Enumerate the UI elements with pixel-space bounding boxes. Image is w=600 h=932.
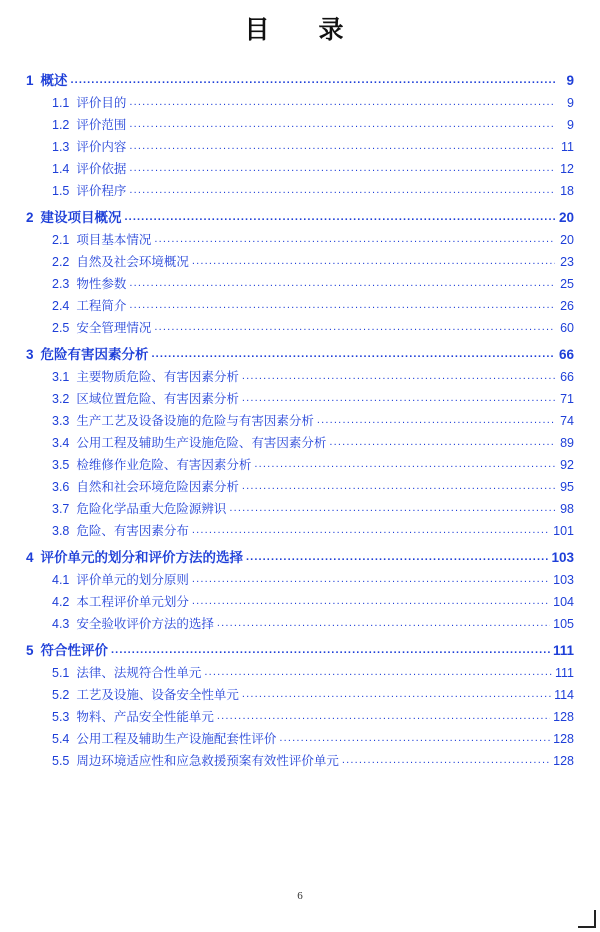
toc-entry-page: 128: [553, 732, 574, 746]
toc-entry-label: 评价单元的划分原则: [76, 573, 189, 587]
toc-leader-dots: [246, 552, 548, 563]
toc-entry-number: 1: [26, 73, 34, 88]
toc-entry[interactable]: [26, 300, 574, 313]
toc-leader-dots: [152, 349, 555, 360]
toc-entry-label: 工程简介: [76, 299, 127, 313]
toc-leader-dots: [217, 618, 550, 629]
toc-leader-dots: [242, 689, 551, 700]
toc-entry-label: 生产工艺及设备设施的危险与有害因素分析: [76, 414, 314, 428]
toc-leader-dots: [342, 755, 550, 766]
toc-entry-page: 74: [560, 414, 574, 428]
toc-leader-dots: [125, 212, 555, 223]
toc-entry-page: 9: [566, 73, 574, 88]
toc-entry-page: 25: [560, 277, 574, 291]
toc-entry-number: 3.1: [52, 370, 70, 384]
toc-leader-dots: [129, 300, 555, 311]
toc-entry-number: 4.1: [52, 573, 70, 587]
toc-entry-page: 103: [553, 573, 574, 587]
toc-entry-number: 4: [26, 550, 34, 565]
toc-entry[interactable]: [26, 348, 574, 362]
toc-entry-number: 2.1: [52, 233, 70, 247]
toc-entry[interactable]: [26, 256, 574, 269]
toc-entry-number: 2.3: [52, 277, 70, 291]
toc-entry-page: 128: [553, 754, 574, 768]
toc-entry[interactable]: [26, 437, 574, 450]
toc-entry-page: 26: [560, 299, 574, 313]
toc-entry[interactable]: [26, 322, 574, 335]
toc-entry-label: 公用工程及辅助生产设施配套性评价: [76, 732, 277, 746]
toc-entry-page: 105: [553, 617, 574, 631]
toc-leader-dots: [242, 393, 555, 404]
toc-entry[interactable]: [26, 141, 574, 154]
toc-leader-dots: [129, 97, 555, 108]
toc-entry-page: 18: [560, 184, 574, 198]
toc-entry-page: 60: [560, 321, 574, 335]
toc-leader-dots: [111, 645, 550, 656]
toc-entry-number: 4.2: [52, 595, 70, 609]
toc-entry-label: 评价单元的划分和评价方法的选择: [40, 550, 244, 565]
toc-entry-number: 3.5: [52, 458, 70, 472]
toc-entry-page: 92: [560, 458, 574, 472]
toc-entry-number: 3.2: [52, 392, 70, 406]
toc-entry[interactable]: [26, 733, 574, 746]
toc-entry[interactable]: [26, 234, 574, 247]
toc-entry[interactable]: [26, 415, 574, 428]
toc-entry-label: 物性参数: [76, 277, 127, 291]
toc-entry-number: 1.1: [52, 96, 70, 110]
toc-leader-dots: [71, 75, 555, 86]
toc-leader-dots: [317, 415, 555, 426]
toc-entry-label: 自然及社会环境概况: [76, 255, 189, 269]
toc-entry-label: 符合性评价: [40, 643, 109, 658]
toc-entry[interactable]: [26, 596, 574, 609]
toc-entry-number: 2.5: [52, 321, 70, 335]
toc-entry-page: 89: [560, 436, 574, 450]
toc-entry[interactable]: [26, 755, 574, 768]
toc-entry-number: 1.5: [52, 184, 70, 198]
toc-entry-page: 103: [551, 550, 574, 565]
toc-entry[interactable]: [26, 74, 574, 88]
toc-entry[interactable]: [26, 371, 574, 384]
page-corner-mark: [578, 910, 596, 928]
toc-entry-number: 3.8: [52, 524, 70, 538]
toc-entry-number: 5.1: [52, 666, 70, 680]
toc-entry-number: 2: [26, 210, 34, 225]
toc-entry[interactable]: [26, 711, 574, 724]
toc-entry-label: 安全管理情况: [76, 321, 152, 335]
toc-entry[interactable]: [26, 211, 574, 225]
toc-entry-label: 本工程评价单元划分: [76, 595, 189, 609]
toc-entry-label: 检维修作业危险、有害因素分析: [76, 458, 252, 472]
toc-entry-number: 3.3: [52, 414, 70, 428]
toc-entry-page: 98: [560, 502, 574, 516]
toc-entry-page: 111: [554, 666, 574, 680]
toc-entry-number: 5.5: [52, 754, 70, 768]
toc-entry-label: 危险、有害因素分布: [76, 524, 189, 538]
toc-entry-label: 安全验收评价方法的选择: [76, 617, 214, 631]
toc-entry[interactable]: [26, 667, 574, 680]
toc-entry-number: 2.4: [52, 299, 70, 313]
table-of-contents: [26, 74, 574, 768]
toc-entry-label: 自然和社会环境危险因素分析: [76, 480, 239, 494]
toc-entry-label: 评价内容: [76, 140, 127, 154]
toc-entry-number: 5.2: [52, 688, 70, 702]
toc-entry-label: 项目基本情况: [76, 233, 152, 247]
toc-entry[interactable]: [26, 119, 574, 132]
toc-leader-dots: [129, 278, 555, 289]
toc-leader-dots: [217, 711, 550, 722]
toc-entry-number: 3.6: [52, 480, 70, 494]
toc-entry[interactable]: [26, 574, 574, 587]
toc-entry[interactable]: [26, 393, 574, 406]
toc-entry[interactable]: [26, 689, 574, 702]
toc-leader-dots: [254, 459, 555, 470]
toc-entry-page: 23: [560, 255, 574, 269]
toc-entry-label: 危险化学品重大危险源辨识: [76, 502, 227, 516]
toc-entry-number: 3.4: [52, 436, 70, 450]
page-number: 6: [297, 890, 303, 902]
toc-leader-dots: [129, 185, 555, 196]
toc-entry-number: 3.7: [52, 502, 70, 516]
toc-entry-page: 95: [560, 480, 574, 494]
toc-entry[interactable]: [26, 163, 574, 176]
toc-leader-dots: [242, 371, 555, 382]
toc-entry-number: 5.4: [52, 732, 70, 746]
toc-entry-number: 5.3: [52, 710, 70, 724]
toc-entry-label: 公用工程及辅助生产设施危险、有害因素分析: [76, 436, 327, 450]
toc-entry[interactable]: [26, 503, 574, 516]
toc-entry-page: 66: [560, 370, 574, 384]
toc-entry-page: 111: [552, 643, 574, 658]
toc-entry[interactable]: [26, 97, 574, 110]
toc-entry-page: 9: [567, 118, 574, 132]
toc-leader-dots: [192, 574, 550, 585]
toc-entry-label: 评价目的: [76, 96, 127, 110]
toc-entry[interactable]: [26, 185, 574, 198]
toc-entry-label: 危险有害因素分析: [40, 347, 149, 362]
toc-entry-label: 建设项目概况: [40, 210, 122, 225]
toc-leader-dots: [192, 256, 555, 267]
toc-entry[interactable]: [26, 459, 574, 472]
toc-leader-dots: [154, 234, 555, 245]
toc-entry-number: 1.3: [52, 140, 70, 154]
toc-entry-label: 周边环境适应性和应急救援预案有效性评价单元: [76, 754, 339, 768]
toc-entry[interactable]: [26, 644, 574, 658]
toc-entry-page: 101: [553, 524, 574, 538]
toc-entry-label: 评价依据: [76, 162, 127, 176]
toc-entry[interactable]: [26, 481, 574, 494]
toc-entry-number: 5: [26, 643, 34, 658]
toc-entry-number: 1.4: [52, 162, 70, 176]
toc-entry[interactable]: [26, 618, 574, 631]
toc-entry-number: 1.2: [52, 118, 70, 132]
toc-entry-number: 4.3: [52, 617, 70, 631]
toc-entry-label: 评价范围: [76, 118, 127, 132]
toc-entry-label: 工艺及设施、设备安全性单元: [76, 688, 239, 702]
toc-entry-page: 71: [560, 392, 574, 406]
toc-entry-page: 128: [553, 710, 574, 724]
toc-leader-dots: [279, 733, 550, 744]
toc-entry-label: 主要物质危险、有害因素分析: [76, 370, 239, 384]
toc-entry-page: 20: [558, 210, 574, 225]
toc-leader-dots: [192, 596, 550, 607]
toc-entry[interactable]: [26, 278, 574, 291]
document-page: [0, 10, 600, 932]
toc-leader-dots: [329, 437, 555, 448]
toc-entry-page: 11: [561, 140, 574, 154]
toc-entry-page: 12: [560, 162, 574, 176]
toc-entry-number: 3: [26, 347, 34, 362]
toc-entry[interactable]: [26, 525, 574, 538]
toc-leader-dots: [129, 163, 555, 174]
toc-entry-page: 66: [558, 347, 574, 362]
toc-leader-dots: [242, 481, 555, 492]
toc-leader-dots: [129, 119, 555, 130]
toc-leader-dots: [229, 503, 555, 514]
page-title: 目 录: [244, 17, 356, 44]
toc-entry-label: 法律、法规符合性单元: [76, 666, 202, 680]
toc-entry-label: 物料、产品安全性能单元: [76, 710, 214, 724]
toc-entry-page: 9: [567, 96, 574, 110]
toc-entry-page: 114: [554, 688, 574, 702]
toc-entry-label: 评价程序: [76, 184, 127, 198]
toc-entry-page: 20: [560, 233, 574, 247]
toc-entry-label: 概述: [40, 73, 68, 88]
toc-entry-page: 104: [553, 595, 574, 609]
toc-entry[interactable]: [26, 551, 574, 565]
toc-entry-label: 区域位置危险、有害因素分析: [76, 392, 239, 406]
toc-entry-number: 2.2: [52, 255, 70, 269]
toc-leader-dots: [154, 322, 555, 333]
toc-leader-dots: [204, 667, 552, 678]
toc-leader-dots: [192, 525, 550, 536]
toc-leader-dots: [129, 141, 555, 152]
